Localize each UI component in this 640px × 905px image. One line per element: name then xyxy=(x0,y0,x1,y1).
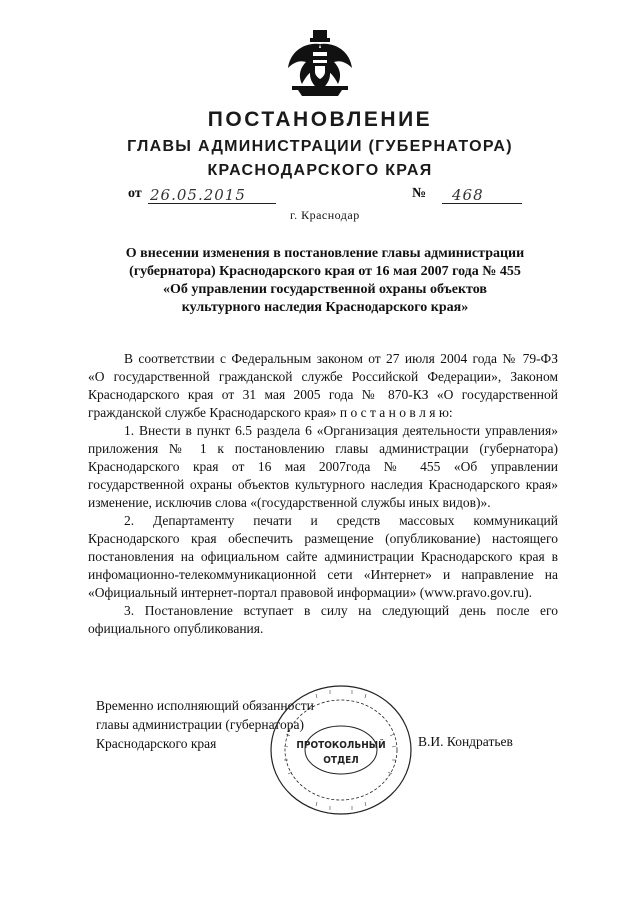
body-line: Краснодарского края от 31 мая 2005 года № 870-КЗ «О государственной xyxy=(88,387,558,402)
handwritten-date: 26.05.2015 xyxy=(150,186,246,204)
body-line: В соответствии с Федеральным законом от 27 июля 2004 года № 79-ФЗ xyxy=(124,351,558,366)
subject-line: (губернатора) Краснодарского края от 16 мая 2007 года № 455 xyxy=(129,264,521,279)
signature-title-line: Временно исполняющий обязанности xyxy=(96,698,314,713)
body-line: гражданской службе Краснодарского края» п о с т а н о в л я ю: xyxy=(88,405,453,420)
body-line: 1. Внести в пункт 6.5 раздела 6 «Организация деятельности управления» xyxy=(124,423,558,438)
number-prefix: № xyxy=(412,186,427,201)
coat-of-arms-emblem xyxy=(284,28,356,100)
body-line: постановления на официальном сайте администрации Краснодарского края в xyxy=(88,549,558,564)
official-stamp xyxy=(266,680,416,820)
document-body xyxy=(88,350,558,638)
body-line: государственной охраны объектов культурного наследия Краснодарского края» xyxy=(88,477,558,492)
body-line: 3. Постановление вступает в силу на следующий день после его xyxy=(124,603,558,618)
body-line: официального опубликования. xyxy=(88,621,264,636)
issuer-line-1: ГЛАВЫ АДМИНИСТРАЦИИ (ГУБЕРНАТОРА) xyxy=(127,138,513,155)
date-prefix: от xyxy=(128,186,142,201)
number-underline xyxy=(442,203,522,204)
subject-line: культурного наследия Краснодарского края» xyxy=(181,300,469,315)
body-line: изменение, исключив слова «(государственной службы иных видов)». xyxy=(88,495,491,510)
body-line: приложения № 1 к постановлению главы администрации (губернатора) xyxy=(88,441,558,456)
stamp-text: ПРОТОКОЛЬНЫЙ xyxy=(296,740,386,751)
subject-line: О внесении изменения в постановление главы администрации xyxy=(125,246,525,261)
stamp-text: ОТДЕЛ xyxy=(323,755,359,766)
body-line: 2. Департаменту печати и средств массовых коммуникаций xyxy=(124,513,558,528)
signature-title-line: Краснодарского края xyxy=(96,736,217,751)
body-line: Краснодарского края обеспечить размещение (опубликование) настоящего xyxy=(88,531,558,546)
city-label: г. Краснодар xyxy=(290,208,360,222)
document-subject xyxy=(100,245,550,317)
date-underline xyxy=(148,203,276,204)
subject-line: «Об управлении государственной охраны объектов xyxy=(163,282,487,297)
body-line: «Официальный интернет-портал правовой информации» (www.pravo.gov.ru). xyxy=(88,585,532,600)
handwritten-number: 468 xyxy=(452,186,484,204)
body-line: инфомационно-телекоммуникационной сети «Интернет» и направление на xyxy=(88,567,558,582)
issuer-line-2: КРАСНОДАРСКОГО КРАЯ xyxy=(207,162,433,179)
document-title: ПОСТАНОВЛЕНИЕ xyxy=(207,108,433,131)
body-line: «О государственной гражданской службе Российской Федерации», Законом xyxy=(88,369,558,384)
signer-name: В.И. Кондратьев xyxy=(418,734,513,749)
body-line: Краснодарского края от 16 мая 2007года № 455 «Об управлении xyxy=(88,459,558,474)
signature-title-line: главы администрации (губернатора) xyxy=(96,717,304,732)
